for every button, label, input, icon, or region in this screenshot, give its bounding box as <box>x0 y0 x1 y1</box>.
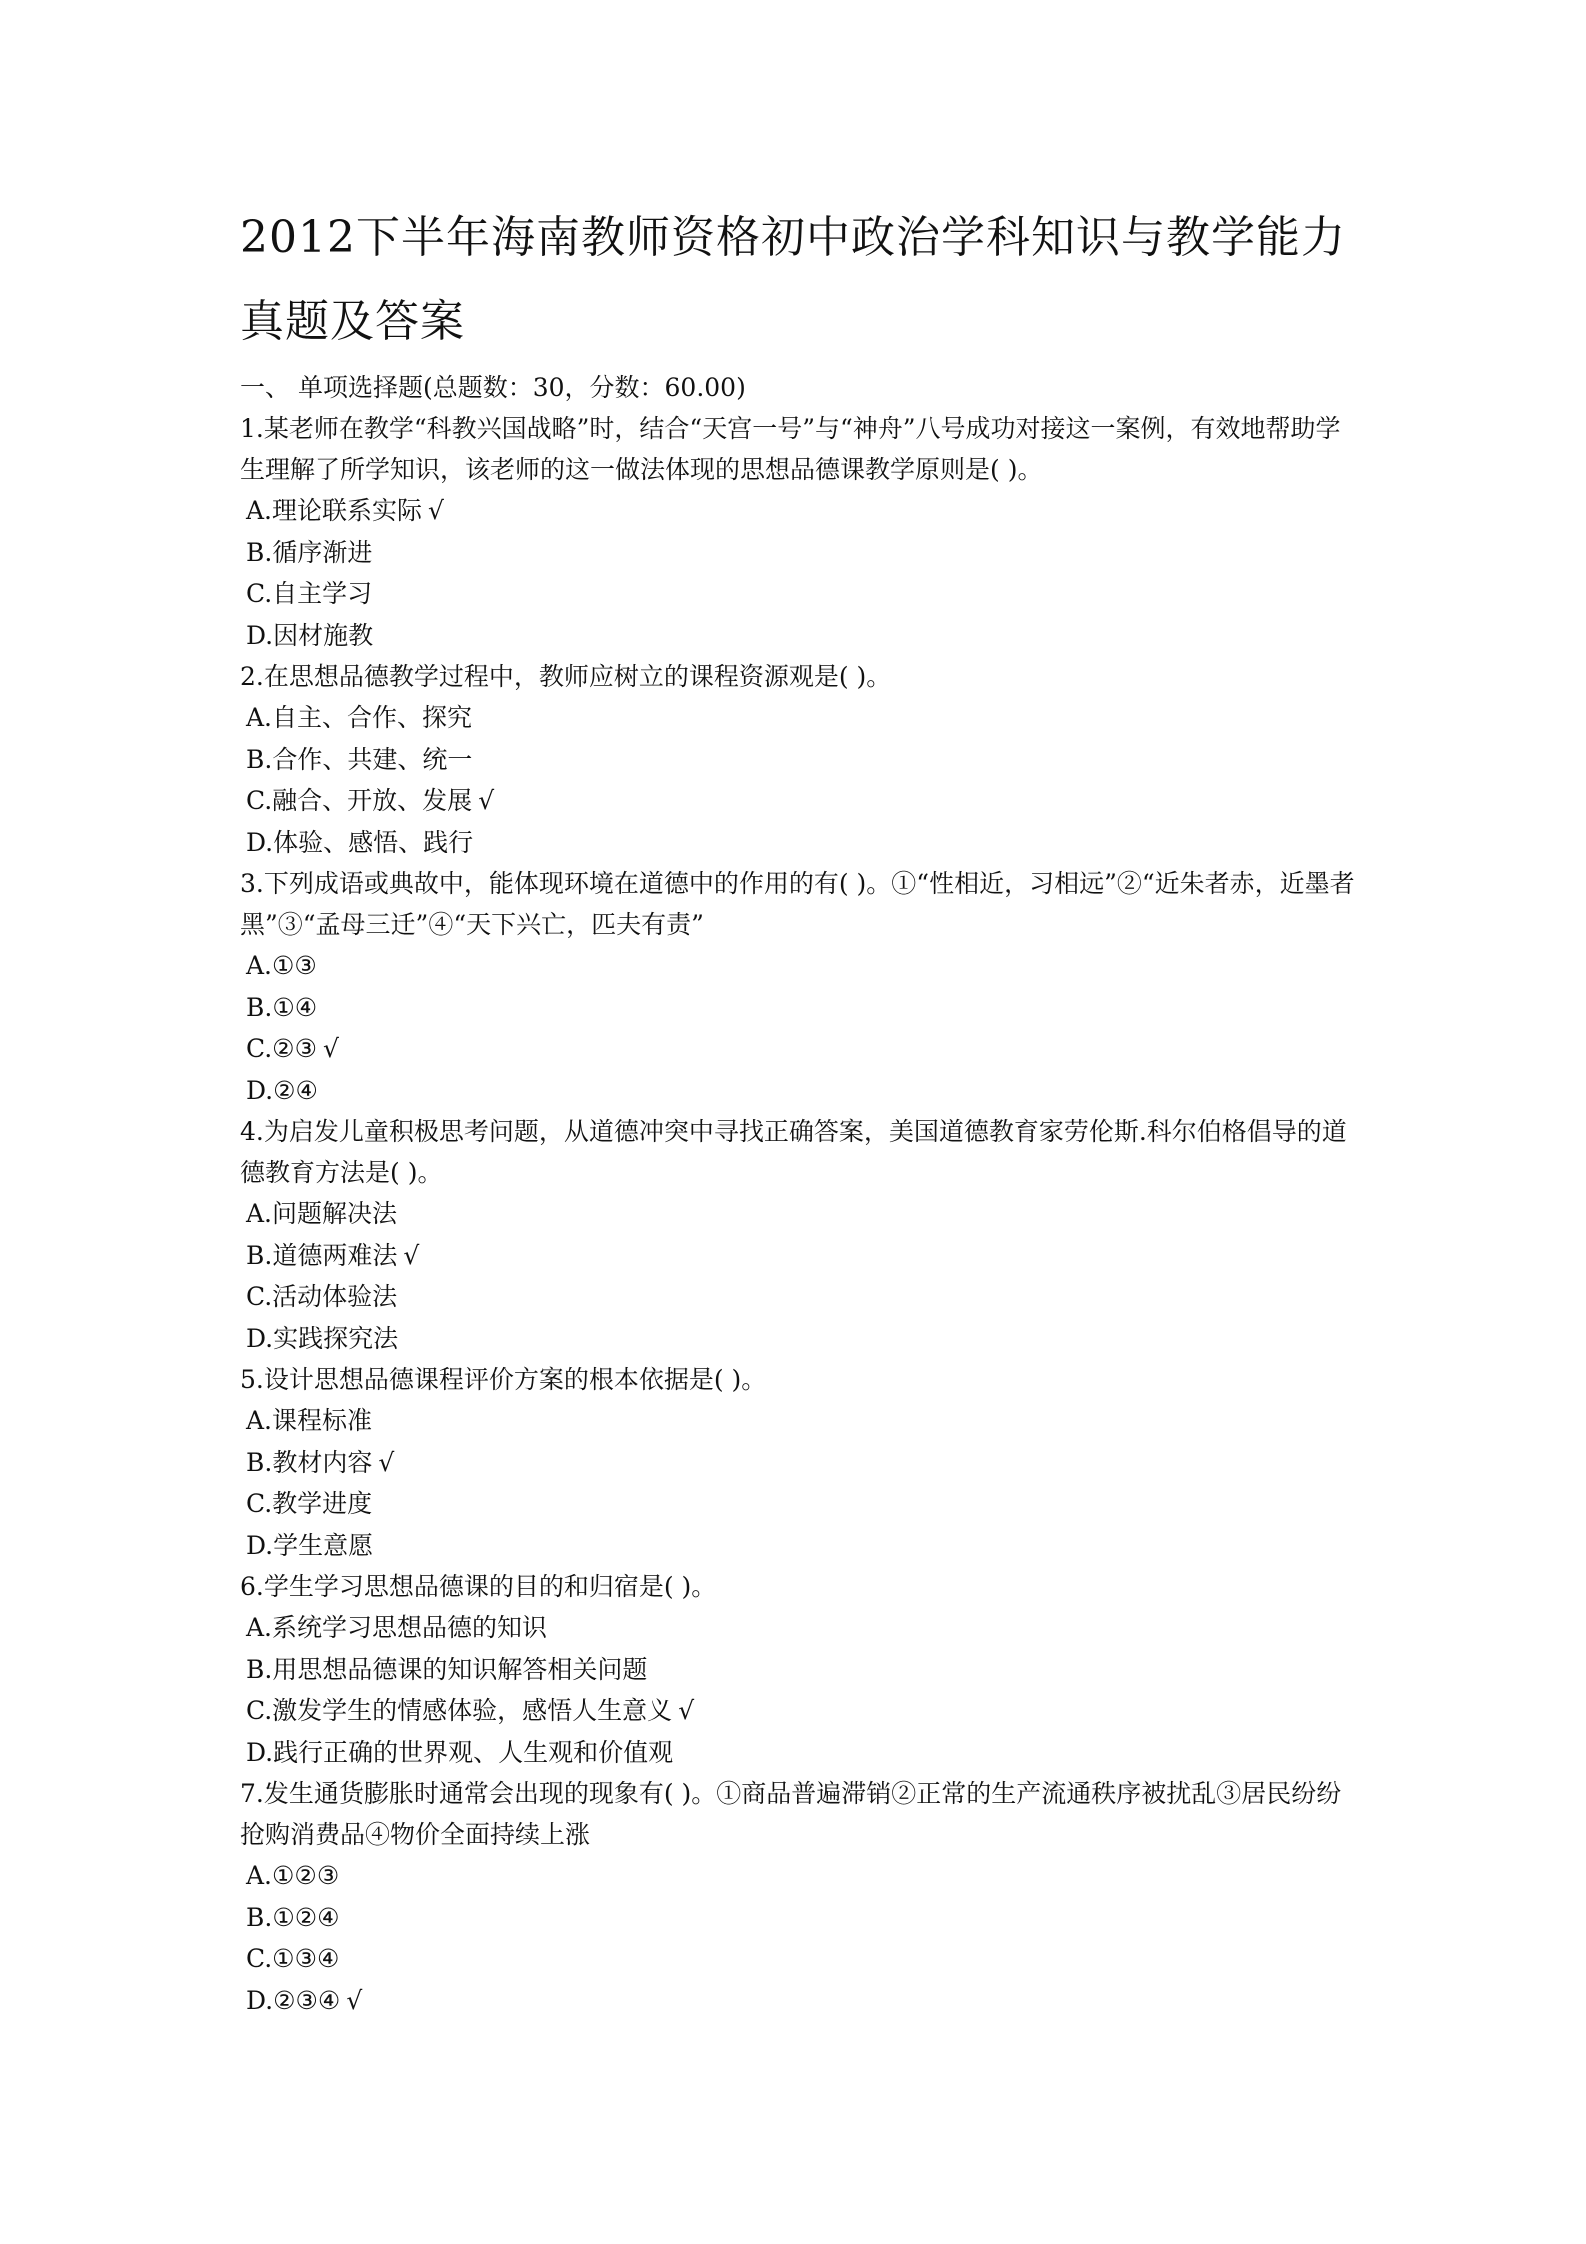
answer-option-text: C.②③ <box>246 1034 318 1063</box>
answer-option <box>240 697 1360 739</box>
question-item <box>240 1111 1360 1359</box>
answer-option-text: B.教材内容 <box>246 1447 373 1477</box>
correct-check-icon: √ <box>378 1447 395 1477</box>
correct-check-icon: √ <box>428 496 444 525</box>
answer-option <box>240 1607 1360 1649</box>
correct-check-icon: √ <box>346 1985 363 2015</box>
answer-option-text: D.因材施教 <box>246 620 374 650</box>
question-text: 4.为启发儿童积极思考问题，从道德冲突中寻找正确答案，美国道德教育家劳伦斯.科尔伯格倡导的道德教育方法是( )。 <box>240 1117 1347 1187</box>
answer-option-text: B.循序渐进 <box>246 537 373 567</box>
answer-option <box>240 615 1360 657</box>
answer-option-text: B.道德两难法 <box>246 1240 398 1270</box>
question-list <box>240 408 1360 2021</box>
answer-option <box>240 1235 1360 1277</box>
answer-option <box>240 1442 1360 1484</box>
answer-option <box>240 1980 1360 2022</box>
answer-option <box>240 1525 1360 1567</box>
answer-option-text: A.①③ <box>246 951 317 980</box>
answer-option <box>240 739 1360 781</box>
answer-option <box>240 822 1360 864</box>
answer-option-text: A.问题解决法 <box>246 1199 398 1228</box>
question-text: 2.在思想品德教学过程中，教师应树立的课程资源观是( )。 <box>240 662 892 691</box>
answer-option-text: D.实践探究法 <box>246 1323 399 1353</box>
answer-option <box>240 1938 1360 1980</box>
answer-option-text: C.活动体验法 <box>246 1282 398 1311</box>
answer-option <box>240 1649 1360 1691</box>
document-page <box>240 196 1360 2021</box>
answer-option <box>240 1690 1360 1732</box>
answer-option-text: C.①③④ <box>246 1944 340 1973</box>
answer-option <box>240 532 1360 574</box>
answer-option <box>240 1400 1360 1442</box>
answer-option-text: A.自主、合作、探究 <box>246 703 473 732</box>
answer-option <box>240 1855 1360 1897</box>
answer-option <box>240 1483 1360 1525</box>
answer-option <box>240 987 1360 1029</box>
answer-option-text: C.教学进度 <box>246 1489 373 1518</box>
document-title: 2012下半年海南教师资格初中政治学科知识与教学能力真题及答案 <box>240 212 1346 347</box>
answer-option-text: B.①②④ <box>246 1902 340 1932</box>
answer-option <box>240 490 1360 532</box>
question-item <box>240 408 1360 656</box>
correct-check-icon: √ <box>323 1034 339 1063</box>
answer-option-text: C.融合、开放、发展 <box>246 786 473 815</box>
question-text: 7.发生通货膨胀时通常会出现的现象有( )。①商品普遍滞销②正常的生产流通秩序被扰乱③居民纷纷抢购消费品④物价全面持续上涨 <box>240 1779 1342 1849</box>
section-heading: 一、 单项选择题(总题数：30，分数：60.00) <box>240 373 746 402</box>
answer-option-text: B.①④ <box>246 992 318 1022</box>
answer-option <box>240 1276 1360 1318</box>
answer-option <box>240 945 1360 987</box>
question-text: 6.学生学习思想品德课的目的和归宿是( )。 <box>240 1572 717 1601</box>
question-text: 5.设计思想品德课程评价方案的根本依据是( )。 <box>240 1365 767 1394</box>
answer-option-text: D.体验、感悟、践行 <box>246 827 474 857</box>
answer-option-text: B.合作、共建、统一 <box>246 744 473 774</box>
answer-option-text: A.课程标准 <box>246 1406 373 1435</box>
question-item <box>240 656 1360 863</box>
answer-option-text: D.学生意愿 <box>246 1530 374 1560</box>
question-text: 1.某老师在教学“科教兴国战略”时，结合“天宫一号”与“神舟”八号成功对接这一案例，有效地帮助学生理解了所学知识，该老师的这一做法体现的思想品德课教学原则是( )。 <box>240 414 1341 484</box>
correct-check-icon: √ <box>478 786 495 815</box>
answer-option-text: D.践行正确的世界观、人生观和价值观 <box>246 1737 674 1767</box>
question-item <box>240 863 1360 1111</box>
question-text: 3.下列成语或典故中，能体现环境在道德中的作用的有( )。①“性相近，习相远”②“近朱者赤，近墨者黑”③“孟母三迁”④“天下兴亡，匹夫有责” <box>240 869 1355 939</box>
answer-option <box>240 780 1360 822</box>
answer-option-text: A.理论联系实际 <box>246 496 423 525</box>
answer-option <box>240 1028 1360 1070</box>
answer-option-text: D.②③④ <box>246 1985 341 2015</box>
answer-option-text: C.激发学生的情感体验，感悟人生意义 <box>246 1696 673 1725</box>
correct-check-icon: √ <box>403 1240 420 1270</box>
question-item <box>240 1359 1360 1566</box>
answer-option-text: A.系统学习思想品德的知识 <box>246 1613 548 1642</box>
answer-option-text: D.②④ <box>246 1075 318 1105</box>
question-item <box>240 1773 1360 2021</box>
answer-option <box>240 1318 1360 1360</box>
correct-check-icon: √ <box>678 1696 695 1725</box>
answer-option <box>240 1193 1360 1235</box>
answer-option <box>240 1070 1360 1112</box>
question-item <box>240 1566 1360 1773</box>
answer-option-text: A.①②③ <box>246 1861 340 1890</box>
answer-option <box>240 1897 1360 1939</box>
answer-option <box>240 573 1360 615</box>
answer-option-text: C.自主学习 <box>246 579 373 608</box>
answer-option <box>240 1732 1360 1774</box>
answer-option-text: B.用思想品德课的知识解答相关问题 <box>246 1654 648 1684</box>
